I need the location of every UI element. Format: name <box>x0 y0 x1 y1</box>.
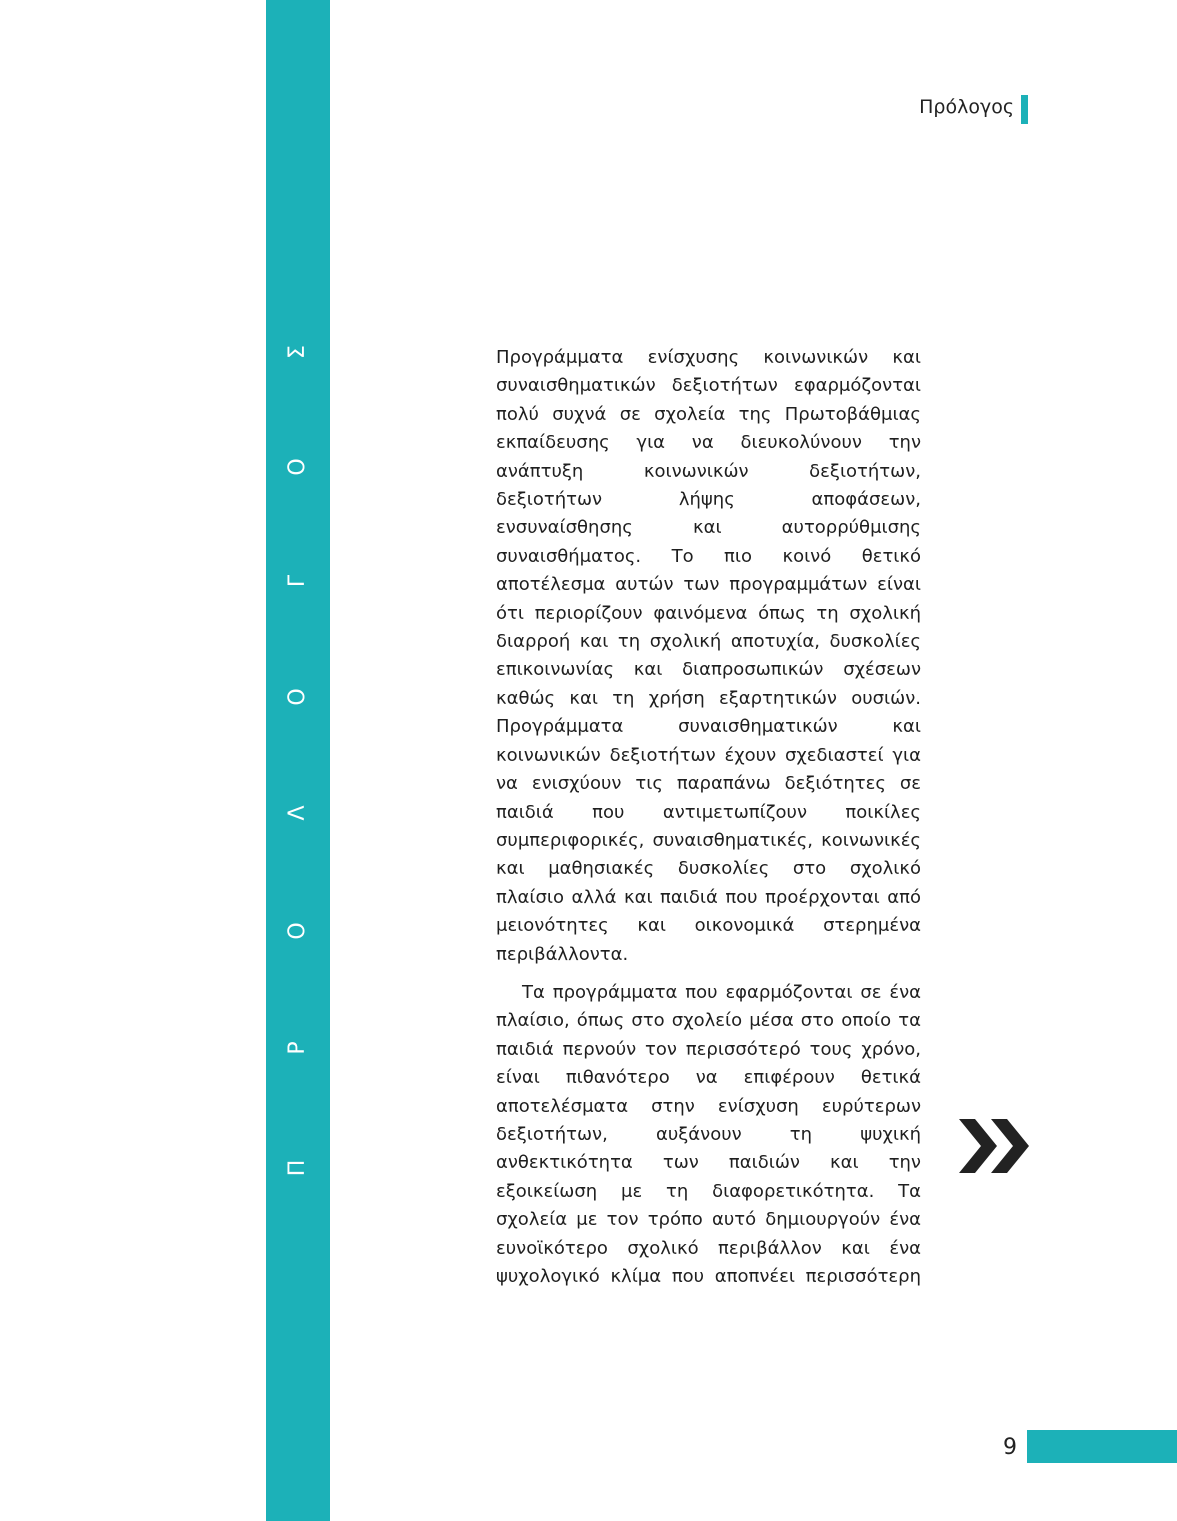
paragraph-1: Προγράμματα ενίσχυσης κοινωνικών και συναισθηματικών δεξιοτήτων εφαρμόζονται πολύ συχνά σε σχολεία της Πρωτοβάθμιας εκπαίδευσης για να διευκολύνουν την ανάπτυξη κοινωνικών δεξιοτήτων, δεξιοτήτων λήψης αποφάσεων, ενσυναίσθησης και αυτορρύθμισης συναισθήματος. Το πιο κοινό θετικό αποτέλεσμα αυτών των προγραμμάτων είναι ότι περιορίζουν φαινόμενα όπως τη σχολική διαρροή και τη σχολική αποτυχία, δυσκολίες επικοινωνίας και διαπροσωπικών σχέσεων καθώς και τη χρήση εξαρτητικών ουσιών. Προγράμματα συναισθηματικών και κοινωνικών δεξιοτήτων έχουν σχεδιαστεί για να ενισχύουν τις παραπάνω δεξιότητες σε παιδιά που αντιμετωπίζουν ποικίλες συμπεριφορικές, συναισθηματικές, κοινωνικές και μαθησιακές δυσκολίες στο σχολικό πλαίσιο αλλά και παιδιά που προέρχονται από μειονότητες και οικονομικά στερημένα περιβάλλοντα. <box>496 347 921 965</box>
side-letter-1: Π <box>285 1159 310 1177</box>
side-band <box>266 0 330 1521</box>
double-chevron-right-icon <box>959 1119 1029 1173</box>
page-number: 9 <box>1003 1435 1017 1460</box>
side-letter-3: Ο <box>285 922 310 940</box>
side-letter-4: Λ <box>285 805 310 821</box>
running-header: Πρόλογος <box>919 96 1014 118</box>
side-letter-7: Ο <box>285 458 310 476</box>
header-accent-bar <box>1021 95 1028 124</box>
body-text <box>496 344 921 1291</box>
side-letter-8: Σ <box>285 345 310 359</box>
side-letter-5: Ο <box>285 688 310 706</box>
side-letter-2: Ρ <box>285 1041 310 1055</box>
side-letter-6: Γ <box>285 574 310 588</box>
paragraph-2: Τα προγράμματα που εφαρμόζονται σε ένα πλαίσιο, όπως στο σχολείο μέσα στο οποίο τα παιδιά περνούν τον περισσότερό τους χρόνο, είναι πιθανότερο να επιφέρουν θετικά αποτελέσματα στην ενίσχυση ευρύτερων δεξιοτήτων, αυξάνουν τη ψυχική ανθεκτικότητα των παιδιών και την εξοικείωση με τη διαφορετικότητα. Τα σχολεία με τον τρόπο αυτό δημιουργούν ένα ευνοϊκότερο σχολικό περιβάλλον και ένα ψυχολογικό κλίμα που αποπνέει περισσότερη <box>496 981 921 1287</box>
chevron-1 <box>959 1119 997 1173</box>
page-accent-bar <box>1027 1430 1177 1463</box>
